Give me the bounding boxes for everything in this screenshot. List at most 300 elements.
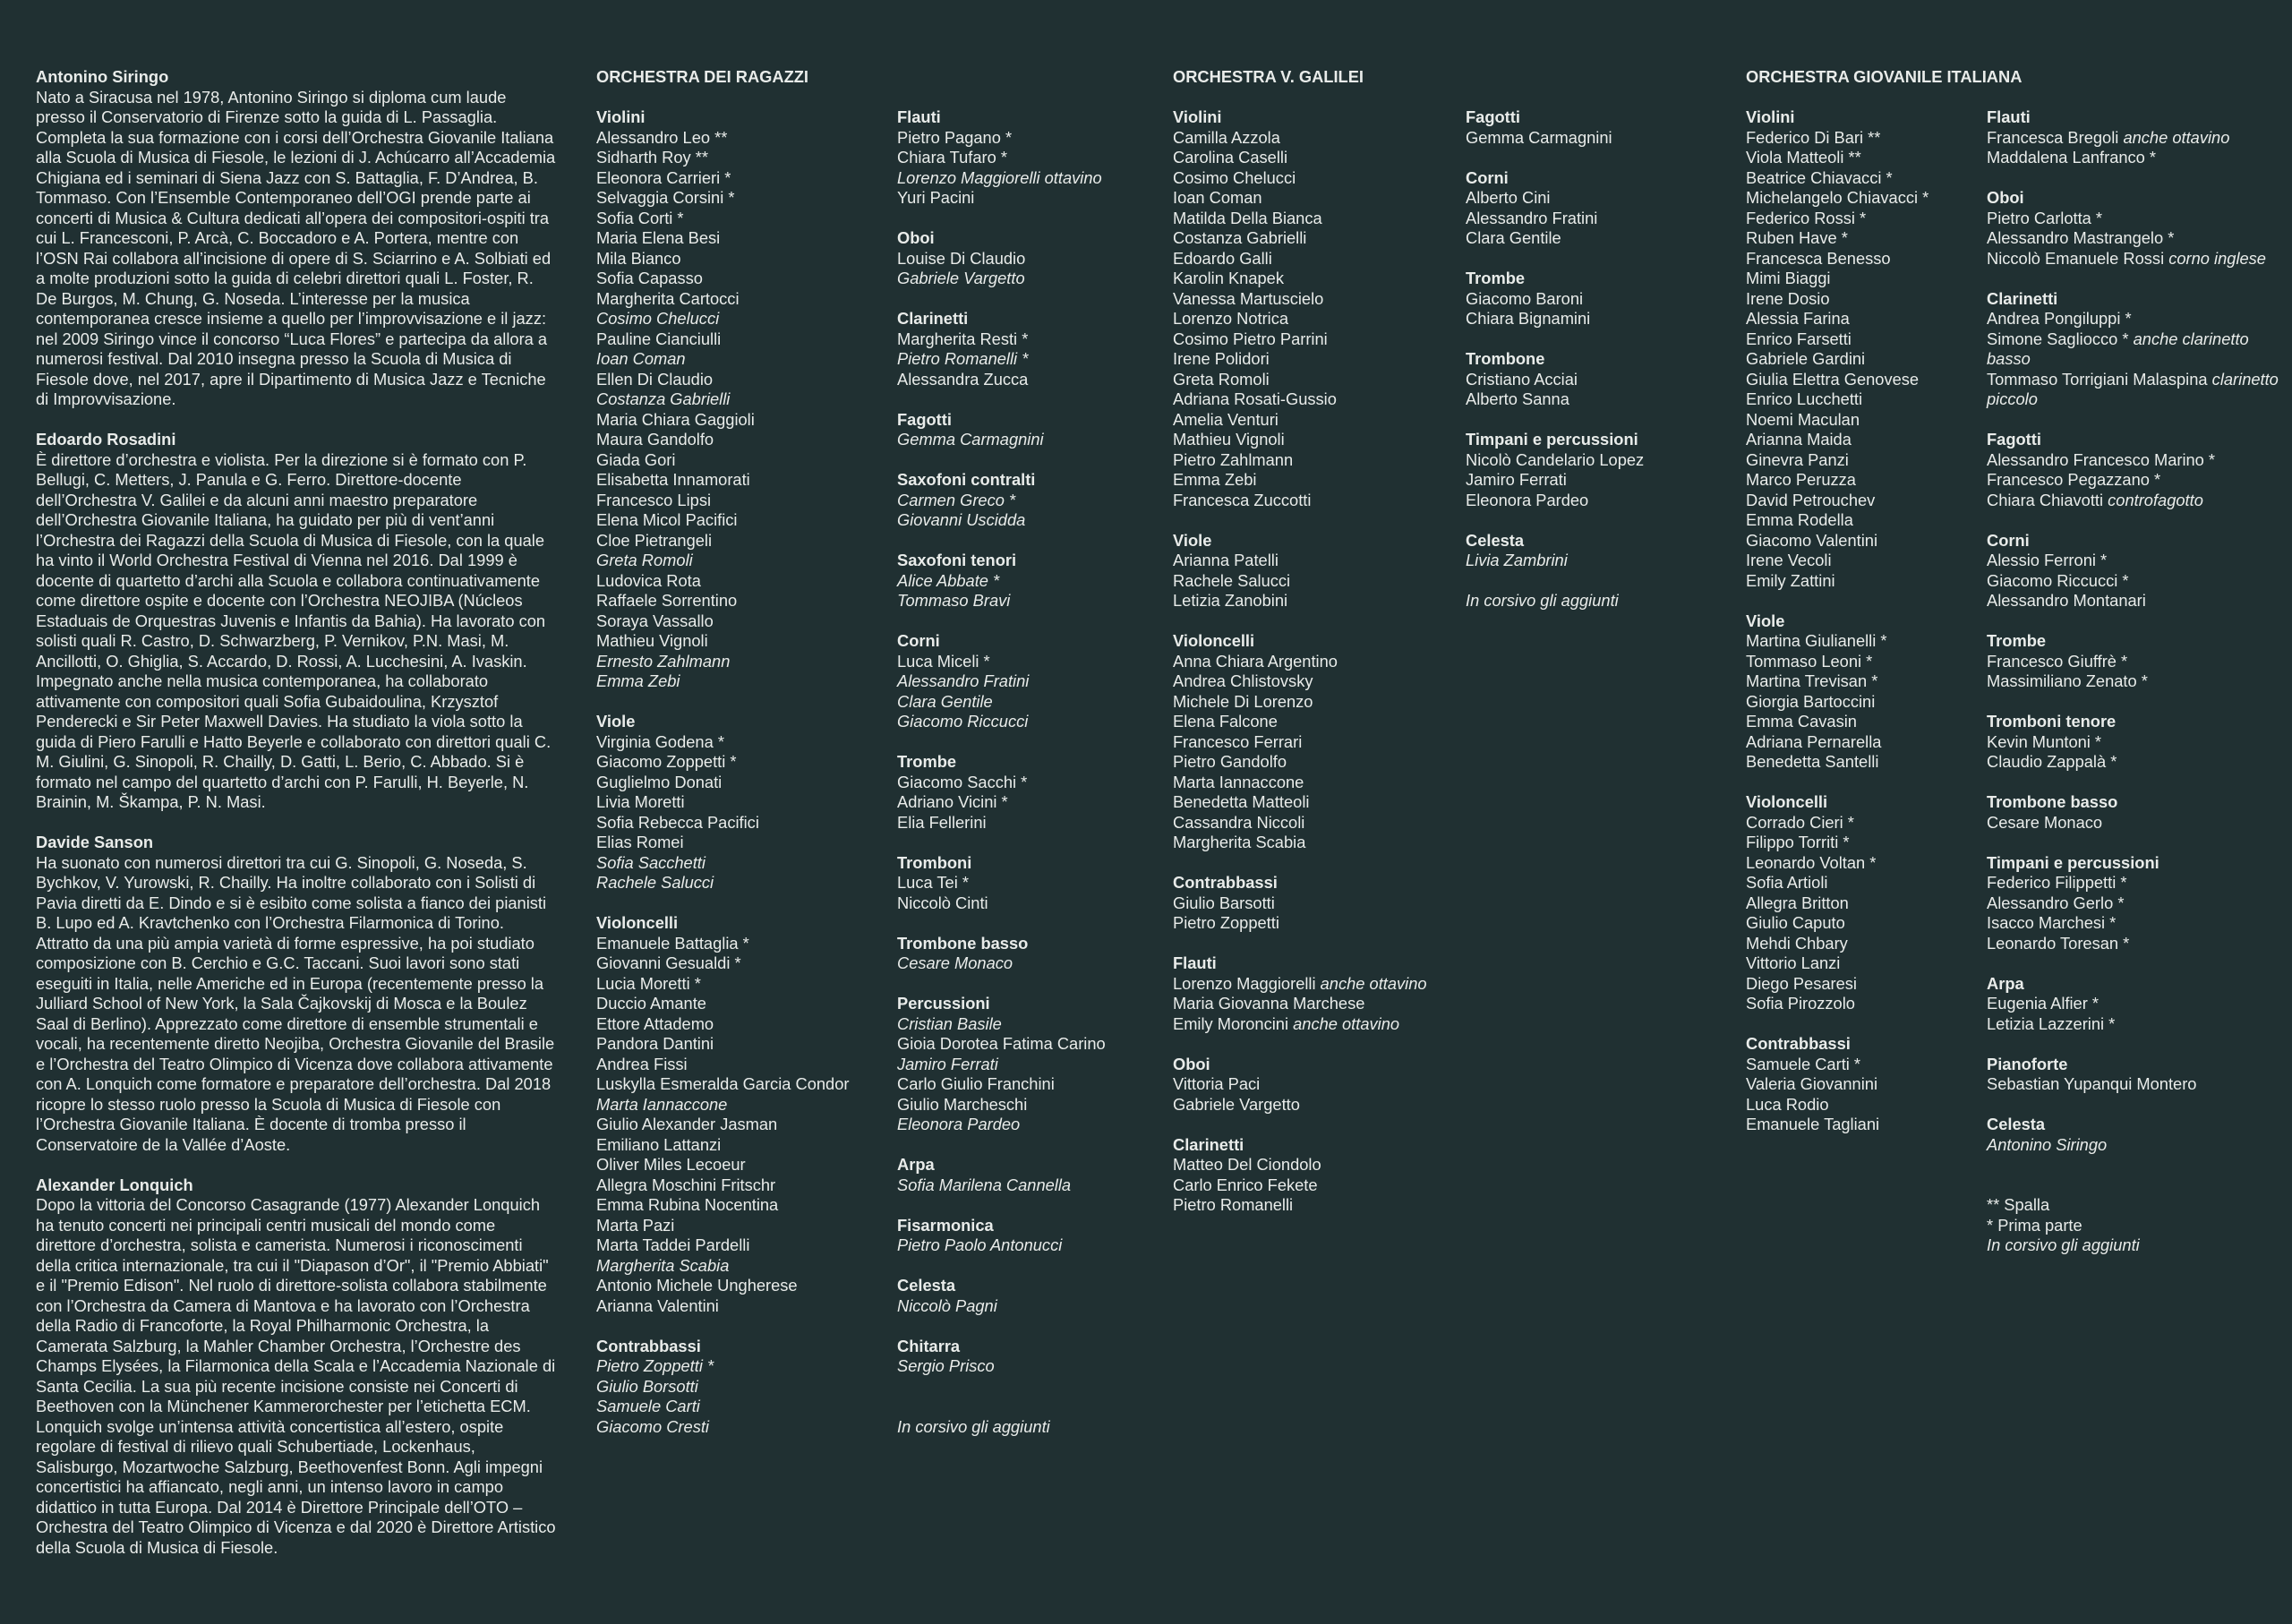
member-row (1173, 752, 1459, 773)
member-role: anche ottavino (1293, 1013, 1400, 1033)
section-heading: Oboi (897, 228, 935, 247)
member-name: Emma Zebi (1173, 470, 1257, 489)
member-name: Cassandra Niccoli (1173, 812, 1305, 832)
instrument-section (897, 1337, 1184, 1377)
section-heading: Corni (1466, 167, 1509, 187)
member-name: Ginevra Panzi (1746, 449, 1849, 469)
member-name: Emily Moroncini (1173, 1013, 1289, 1033)
section-heading: Tromboni (897, 852, 972, 872)
additions-note: In corsivo gli aggiunti (1987, 1235, 2140, 1254)
instrument-section (1746, 1034, 1983, 1135)
member-row (897, 269, 1184, 289)
member-row (1173, 692, 1459, 713)
section-heading: Violini (1746, 107, 1795, 126)
member-name: Irene Polidori (1173, 349, 1270, 368)
member-row (1746, 168, 1983, 189)
bio-block (36, 1175, 557, 1559)
member-name: Marco Peruzza (1746, 470, 1856, 489)
member-row (1173, 128, 1459, 149)
member-name: Jamiro Ferrati (897, 1054, 998, 1073)
member-name: Alessandro Gerlo * (1987, 893, 2125, 912)
member-name: Ioan Coman (1173, 188, 1262, 207)
member-row (596, 1195, 892, 1216)
member-row (596, 430, 892, 450)
spacer (1173, 88, 1459, 108)
galilei-column-strings (1173, 67, 1459, 1235)
member-name: Andrea Fissi (596, 1054, 688, 1073)
member-name: Chiara Tufaro * (897, 148, 1007, 167)
instrument-section (1746, 792, 1983, 1014)
member-row (1466, 470, 1752, 491)
member-name: Alessandro Leo ** (596, 127, 728, 147)
member-name: Giovanni Gesualdi * (596, 953, 741, 972)
member-row (596, 249, 892, 269)
member-row (1466, 188, 1752, 209)
member-row (1466, 289, 1752, 310)
member-row (1466, 370, 1752, 390)
member-row (1746, 1055, 1983, 1075)
instrument-section (1987, 792, 2282, 833)
member-row (1173, 551, 1459, 571)
member-row (596, 228, 892, 249)
member-name: Giovanni Uscidda (897, 510, 1026, 529)
member-name: Alberto Sanna (1466, 389, 1569, 408)
member-row (1987, 994, 2282, 1014)
instrument-section (1987, 1055, 2282, 1095)
legend-prima-parte: * Prima parte (1987, 1215, 2082, 1235)
member-row (1746, 913, 1983, 934)
member-name: Mila Bianco (596, 248, 681, 268)
bio-name: Edoardo Rosadini (36, 430, 176, 449)
spacer (897, 1397, 1184, 1417)
member-row (1746, 732, 1983, 753)
instrument-section (1466, 269, 1752, 329)
instrument-section (1173, 1135, 1459, 1216)
member-name: Pietro Paolo Antonucci (897, 1235, 1063, 1254)
orchestra-title-galilei: ORCHESTRA V. GALILEI (1173, 67, 1364, 86)
section-heading: Saxofoni contralti (897, 470, 1036, 489)
spacer (1987, 88, 2282, 108)
member-row (1746, 269, 1983, 289)
member-name: Gabriele Vargetto (897, 269, 1025, 287)
member-row (1746, 329, 1983, 350)
instrument-section (897, 934, 1184, 974)
member-row (897, 813, 1184, 833)
member-name: Virginia Godena * (596, 731, 724, 751)
member-name: Andrea Chlistovsky (1173, 671, 1313, 690)
member-name: Livia Moretti (596, 792, 685, 811)
member-name: Carlo Enrico Fekete (1173, 1175, 1318, 1194)
member-row (1173, 1175, 1459, 1196)
section-heading: Pianoforte (1987, 1054, 2068, 1073)
title-spacer (1466, 67, 1752, 88)
member-name: Giulio Marcheschi (897, 1094, 1028, 1114)
member-row (596, 833, 892, 853)
section-heading: Oboi (1173, 1054, 1210, 1073)
member-role: anche ottavino (1320, 973, 1427, 993)
member-name: Sofia Capasso (596, 269, 703, 287)
spacer (1466, 88, 1752, 108)
member-name: Elena Falcone (1173, 712, 1278, 731)
member-row (1173, 1095, 1459, 1115)
instrument-section (596, 1337, 892, 1438)
member-row (1466, 309, 1752, 329)
member-name: Clara Gentile (897, 691, 993, 711)
member-name: Alessandro Mastrangelo * (1987, 228, 2175, 247)
member-row (1746, 450, 1983, 471)
member-row (1746, 752, 1983, 773)
member-row (897, 591, 1184, 611)
member-name: Giorgia Bartoccini (1746, 691, 1876, 711)
member-name: Giacomo Zoppetti * (596, 752, 737, 771)
member-row (1987, 128, 2282, 149)
member-row (897, 249, 1184, 269)
member-row (596, 974, 892, 995)
instrument-section (1987, 974, 2282, 1035)
member-row (1173, 370, 1459, 390)
member-name: Pietro Pagano * (897, 127, 1013, 147)
member-name: Elia Fellerini (897, 812, 987, 832)
member-name: Francesca Benesso (1746, 248, 1891, 268)
section-heading: Trombe (1987, 631, 2047, 650)
member-row (1746, 551, 1983, 571)
member-name: Pietro Zahlmann (1173, 449, 1294, 469)
member-row (1987, 571, 2282, 592)
member-name: Soraya Vassallo (596, 611, 714, 630)
instrument-section (1987, 107, 2282, 168)
member-name: Irene Dosio (1746, 288, 1830, 308)
section-heading: Contrabbassi (1746, 1034, 1851, 1053)
member-row (596, 168, 892, 189)
section-heading: Fisarmonica (897, 1215, 994, 1235)
member-name: Pietro Gandolfo (1173, 752, 1287, 771)
member-row (1987, 450, 2282, 471)
member-row (897, 329, 1184, 350)
member-name: Pietro Romanelli * (897, 349, 1029, 368)
member-name: Vittorio Lanzi (1746, 953, 1841, 972)
member-row (596, 148, 892, 168)
additions-note: In corsivo gli aggiunti (1466, 591, 1619, 610)
member-row (1987, 470, 2282, 491)
member-row (596, 551, 892, 571)
member-row (596, 792, 892, 813)
member-name: Matilda Della Bianca (1173, 208, 1322, 227)
member-row (1173, 994, 1459, 1014)
member-row (1466, 450, 1752, 471)
member-name: Andrea Pongiluppi * (1987, 309, 2132, 328)
member-row (1746, 873, 1983, 893)
member-name: Antonio Michele Ungherese (596, 1276, 798, 1295)
section-heading: Viole (1173, 530, 1212, 550)
member-row (596, 1135, 892, 1156)
member-row (1746, 853, 1983, 874)
member-name: Luca Tei * (897, 873, 969, 892)
section-list (1466, 107, 1752, 571)
member-name: Letizia Zanobini (1173, 591, 1288, 610)
member-role: controfagotto (2108, 490, 2203, 509)
member-name: Emily Zattini (1746, 570, 1835, 590)
instrument-section (1746, 107, 1983, 591)
member-row (1173, 671, 1459, 692)
section-heading: Flauti (897, 107, 941, 126)
member-row (596, 491, 892, 511)
member-row (1173, 209, 1459, 229)
member-name: Sofia Marilena Cannella (897, 1175, 1072, 1194)
section-heading: Flauti (1173, 953, 1217, 972)
member-name: Sofia Corti * (596, 208, 684, 227)
section-heading: Violoncelli (1173, 631, 1255, 650)
member-row (897, 510, 1184, 531)
section-heading: Trombe (897, 752, 957, 771)
section-heading: Celesta (1987, 1115, 2046, 1133)
member-row (596, 773, 892, 793)
member-row (897, 1014, 1184, 1035)
member-row (1987, 652, 2282, 672)
member-name: Luca Rodio (1746, 1094, 1829, 1114)
member-name: Francesco Giuffrè * (1987, 651, 2128, 671)
member-name: Karolin Knapek (1173, 269, 1284, 287)
member-row (596, 349, 892, 370)
member-row (897, 1356, 1184, 1377)
instrument-section (1173, 531, 1459, 611)
member-role: anche clarinetto basso (1987, 329, 2249, 368)
member-name: Giacomo Riccucci (897, 712, 1029, 731)
bio-name: Alexander Lonquich (36, 1175, 193, 1194)
galilei-column-brass (1466, 67, 1752, 611)
member-row (596, 1014, 892, 1035)
member-row (596, 1175, 892, 1196)
member-name: Emiliano Lattanzi (596, 1134, 722, 1154)
member-row (897, 430, 1184, 450)
member-name: Yuri Pacini (897, 188, 975, 207)
bio-block (36, 833, 557, 1155)
member-name: Giulia Elettra Genovese (1746, 369, 1920, 389)
member-row (596, 813, 892, 833)
member-row (1746, 893, 1983, 914)
member-row (596, 269, 892, 289)
member-name: Niccolò Emanuele Rossi (1987, 248, 2165, 268)
member-name: Greta Romoli (596, 551, 693, 569)
member-name: Sidharth Roy ** (596, 148, 708, 167)
member-row (1173, 430, 1459, 450)
member-name: Alessandro Fratini (897, 671, 1030, 690)
bio-name: Davide Sanson (36, 833, 154, 851)
member-name: Francesca Bregoli (1987, 127, 2119, 147)
member-name: Emanuele Battaglia * (596, 933, 749, 953)
instrument-section (1466, 430, 1752, 510)
member-row (1173, 188, 1459, 209)
member-name: Clara Gentile (1466, 228, 1561, 247)
section-heading: Violini (1173, 107, 1222, 126)
member-name: Ernesto Zahlmann (596, 651, 731, 671)
member-row (1466, 551, 1752, 571)
member-name: Michelangelo Chiavacci * (1746, 188, 1929, 207)
member-name: Kevin Muntoni * (1987, 731, 2102, 751)
member-row (1173, 893, 1459, 914)
member-name: Irene Vecoli (1746, 551, 1832, 569)
section-list (897, 107, 1184, 1377)
member-row (1173, 228, 1459, 249)
section-heading: Timpani e percussioni (1466, 430, 1638, 449)
member-name: Marta Taddei Pardelli (596, 1235, 750, 1254)
section-heading: Trombone (1466, 349, 1545, 368)
member-name: Marta Iannaccone (596, 1094, 728, 1114)
member-name: Raffaele Sorrentino (596, 591, 738, 610)
member-name: Carmen Greco * (897, 490, 1016, 509)
member-row (897, 1034, 1184, 1055)
member-name: Samuele Carti (596, 1397, 700, 1415)
instrument-section (1466, 531, 1752, 571)
member-row (897, 168, 1184, 189)
member-row (1987, 209, 2282, 229)
member-name: Costanza Gabrielli (596, 389, 731, 408)
member-row (1987, 1135, 2282, 1156)
member-row (1466, 389, 1752, 410)
member-name: Maria Giovanna Marchese (1173, 994, 1365, 1013)
member-name: Allegra Moschini Fritschr (596, 1175, 776, 1194)
member-row (897, 1235, 1184, 1256)
member-name: Margherita Scabia (596, 1255, 730, 1275)
member-name: Gioia Dorotea Fatima Carino (897, 1034, 1106, 1053)
member-row (1173, 652, 1459, 672)
member-name: Isacco Marchesi * (1987, 913, 2117, 932)
member-name: Leonardo Toresan * (1987, 933, 2130, 953)
instrument-section (897, 228, 1184, 289)
member-name: Martina Trevisan * (1746, 671, 1878, 690)
member-row (897, 652, 1184, 672)
section-heading: Viole (1746, 611, 1785, 630)
member-row (897, 349, 1184, 370)
member-name: Enrico Lucchetti (1746, 389, 1863, 408)
member-name: Sebastian Yupanqui Montero (1987, 1074, 2197, 1093)
member-row (596, 953, 892, 974)
member-row (1987, 491, 2282, 511)
orchestra-title-ogi: ORCHESTRA GIOVANILE ITALIANA (1746, 67, 2023, 86)
member-name: Giacomo Cresti (596, 1416, 709, 1436)
member-name: David Petrouchev (1746, 490, 1876, 509)
member-row (1746, 712, 1983, 732)
spacer (1987, 1175, 2282, 1196)
section-heading: Oboi (1987, 188, 2024, 207)
member-row (596, 289, 892, 310)
member-name: Lorenzo Maggiorelli ottavino (897, 167, 1102, 187)
member-row (596, 1256, 892, 1277)
member-row (596, 410, 892, 431)
legend (1987, 1195, 2282, 1256)
member-row (897, 953, 1184, 974)
member-name: Oliver Miles Lecoeur (596, 1155, 746, 1174)
member-row (596, 209, 892, 229)
member-name: Giada Gori (596, 449, 676, 469)
member-name: Benedetta Santelli (1746, 752, 1879, 771)
member-name: Tommaso Bravi (897, 591, 1011, 610)
section-list (1746, 107, 1983, 1135)
section-heading: Saxofoni tenori (897, 551, 1017, 569)
bio-text: Ha suonato con numerosi direttori tra cui G. Sinopoli, G. Noseda, S. Bychkov, V. Yurowski, R. Chailly. Ha inoltre collaborato con i Solisti di Pavia diretti da E. Dindo e si è esibito come solista a fianco dei pianisti B. Lupo ed A. Kravtchenko con l’Orchestra Filarmonica di Torino. Attratto da una più ampia varietà di forme espressive, ha poi studiato composizione con B. Cerchio e G.C. Taccani. Suoi lavori sono stati eseguiti in Italia, nelle Americhe ed in Europa (recentemente presso la Julliard School of New York, la Sala Čajkovskij di Mosca e la Boulez Saal di Berlino). Apprezzato come direttore di ensemble strumentali e vocali, ha recentemente diretto Neojiba, Orchestra Giovanile del Brasile e l’Orchestra del Teatro Olimpico di Vicenza dove collabora attivamente con A. Lonquich come formatore e preparatore dell’orchestra. Dal 2018 ricopre lo stesso ruolo presso la Scuola di Musica di Fiesole con l’Orchestra Giovanile Italiana. È docente di tromba presso il Conservatoire de la Vallée d’Aoste. (36, 852, 555, 1154)
member-row (1987, 309, 2282, 329)
member-row (1987, 551, 2282, 571)
member-row (1173, 1014, 1459, 1035)
member-name: Ellen Di Claudio (596, 369, 714, 389)
member-name: Federico Filippetti * (1987, 873, 2127, 892)
member-row (596, 873, 892, 893)
member-name: Letizia Lazzerini * (1987, 1013, 2116, 1033)
member-row (596, 853, 892, 874)
member-name: Alessandro Fratini (1466, 208, 1598, 227)
member-row (1173, 712, 1459, 732)
member-name: Eleonora Pardeo (897, 1115, 1021, 1133)
member-role: corno inglese (2168, 248, 2266, 268)
member-row (596, 389, 892, 410)
member-name: Cosimo Chelucci (596, 309, 720, 328)
member-row (596, 1216, 892, 1236)
member-name: Arianna Patelli (1173, 551, 1279, 569)
member-name: Niccolò Pagni (897, 1295, 997, 1315)
member-name: Tommaso Torrigiani Malaspina (1987, 369, 2208, 389)
section-heading: Flauti (1987, 107, 2031, 126)
member-row (596, 671, 892, 692)
member-name: Diego Pesaresi (1746, 973, 1857, 993)
member-name: Viola Matteoli ** (1746, 148, 1861, 167)
ragazzi-column-winds (897, 67, 1184, 1437)
member-name: Alessandra Zucca (897, 369, 1029, 389)
member-name: Noemi Maculan (1746, 409, 1860, 429)
instrument-section (1466, 107, 1752, 148)
member-row (897, 893, 1184, 914)
bio-text: Nato a Siracusa nel 1978, Antonino Siringo si diploma cum laude presso il Conservatorio di Firenze sotto la guida di L. Passaglia. Completa la sua formazione con i corsi dell’Orchestra Giovanile Italiana alla Scuola di Musica di Fiesole, le lezioni di J. Achúcarro all’Accademia Chigiana ed i seminari di Siena Jazz con S. Battaglia, F. D’Andrea, B. Tommaso. Con l’Ensemble Contemporaneo dell’OGI prende parte ai concerti di Musica & Cultura dedicati all’opera dei compositori-ospiti tra cui L. Francesconi, P. Arcà, C. Boccadoro e A. Portera, mentre con l’OSN Rai collabora all’incisione di opere di S. Sciarrino e A. Solbiati ed a molte produzioni sotto la guida di celebri direttori quali L. Foster, R. De Burgos, M. Chung, G. Noseda. L’interesse per la musica contemporanea cresce insieme a quello per l’improvvisazione e il jazz: nel 2009 Siringo vince il concorso “Luca Flores” e partecipa da allora a numerosi festival. Dal 2010 insegna presso la Scuola di Musica di Fiesole dove, nel 2017, apre il Dipartimento di Musica Jazz e Tecniche di Improvvisazione. (36, 87, 556, 408)
bio-text: Dopo la vittoria del Concorso Casagrande (1977) Alexander Lonquich ha tenuto concerti nei principali centri musicali del mondo come direttore d’orchestra, solista e camerista. Numerosi i riconoscimenti della critica internazionale, tra cui il "Diapason d’Or", il "Premio Abbiati" e il "Premio Edison". Nel ruolo di direttore-solista collabora stabilmente con l’Orchestra da Camera di Mantova e ha lavorato con l’Orchestra della Radio di Francoforte, la Royal Philharmonic Orchestra, la Camerata Salzburg, la Mahler Chamber Orchestra, l’Orchestre des Champs Elysées, la Filarmonica della Scala e l’Accademia Nazionale di Santa Cecilia. La sua più recente incisione consiste nei Concerti di Beethoven con la Münchener Kammerorchester per l’etichetta ECM. Lonquich svolge un’intensa attività concertistica all’estero, ospite regolare di festival di rilievo quali Schubertiade, Lockenhaus, Salisburgo, Mozartwoche Salzburg, Beethovenfest Bonn. Agli impegni concertistici ha affiancato, negli anni, un intenso lavoro in campo didattico in tutta Europa. Dal 2014 è Direttore Principale dell’OTO – Orchestra del Teatro Olimpico di Vicenza e dal 2020 è Direttore Artistico della Scuola di Musica di Fiesole. (36, 1195, 556, 1557)
member-row (897, 1296, 1184, 1317)
instrument-section (1173, 631, 1459, 853)
instrument-section (1987, 531, 2282, 611)
member-row (1173, 148, 1459, 168)
member-row (1173, 289, 1459, 310)
member-row (596, 1235, 892, 1256)
member-row (1746, 934, 1983, 954)
member-row (1746, 1115, 1983, 1135)
member-name: Chiara Chiavotti (1987, 490, 2104, 509)
member-name: Alberto Cini (1466, 188, 1551, 207)
spacer (596, 88, 892, 108)
member-row (1173, 1074, 1459, 1095)
member-name: Elena Micol Pacifici (596, 510, 738, 529)
member-name: Selvaggia Corsini * (596, 188, 735, 207)
member-name: Giacomo Valentini (1746, 530, 1877, 550)
member-name: Maura Gandolfo (596, 430, 714, 449)
member-row (1987, 813, 2282, 833)
member-row (596, 329, 892, 350)
member-row (596, 611, 892, 632)
member-name: Arianna Maida (1746, 430, 1852, 449)
member-row (1173, 813, 1459, 833)
member-name: Beatrice Chiavacci * (1746, 167, 1893, 187)
member-name: Michele Di Lorenzo (1173, 691, 1313, 711)
member-row (596, 128, 892, 149)
member-name: Eugenia Alfier * (1987, 994, 2100, 1013)
member-row (897, 148, 1184, 168)
member-row (1173, 450, 1459, 471)
instrument-section (897, 410, 1184, 450)
member-name: Cristian Basile (897, 1013, 1002, 1033)
member-row (1173, 571, 1459, 592)
section-heading: Fagotti (1466, 107, 1520, 126)
member-name: Alessio Ferroni * (1987, 551, 2108, 569)
member-name: Luca Miceli * (897, 651, 990, 671)
member-row (596, 934, 892, 954)
section-heading: Corni (1987, 530, 2030, 550)
member-row (897, 128, 1184, 149)
member-name: Rachele Salucci (596, 873, 714, 892)
